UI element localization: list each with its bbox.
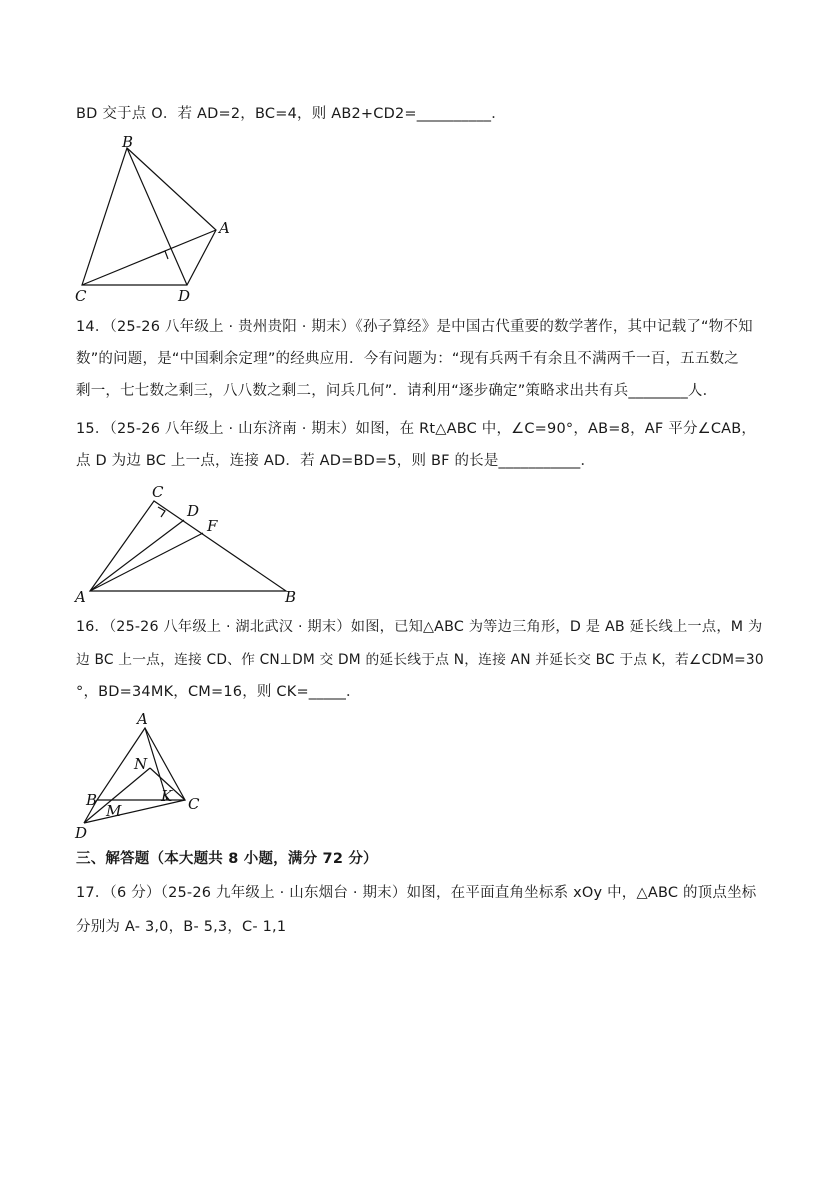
diagonal-ac — [82, 230, 216, 285]
label-b: B — [86, 791, 98, 809]
q15-line-1: 15．（25-26 八年级上 · 山东济南 · 期末）如图，在 Rt△ABC 中，∠C=90°，AB=8，AF 平分∠CAB， — [76, 421, 757, 437]
label-c: C — [152, 483, 164, 501]
figure-q13 — [70, 135, 240, 305]
q14-line-2: 数”的问题，是“中国剩余定理”的经典应用．今有问题为：“现有兵两千有余且不满两千一百，五五数之 — [76, 351, 739, 367]
segment-af — [90, 533, 203, 591]
q16-line-2: 边 BC 上一点，连接 CD、作 CN⊥DM 交 DM 的延长线于点 N，连接 AN 并延长交 BC 于点 K，若∠CDM=30 — [76, 652, 764, 668]
label-n: N — [134, 755, 148, 773]
label-b: B — [285, 588, 297, 606]
figure-q15 — [70, 480, 310, 605]
label-b: B — [122, 133, 134, 151]
q17-line-1: 17．（6 分）（25-26 九年级上 · 山东烟台 · 期末）如图，在平面直角坐标系 xOy 中，△ABC 的顶点坐标 — [76, 885, 757, 901]
label-a: A — [219, 219, 230, 237]
label-c: C — [75, 287, 87, 305]
segment-ad — [90, 520, 184, 591]
q16-line-1: 16．（25-26 八年级上 · 湖北武汉 · 期末）如图，已知△ABC 为等边三角形，D 是 AB 延长线上一点，M 为 — [76, 619, 763, 635]
q13-text: BD 交于点 O．若 AD=2，BC=4，则 AB2+CD2=__________． — [76, 106, 506, 122]
q17-line-2: 分别为 A- 3,0，B- 5,3，C- 1,1 — [76, 919, 287, 935]
label-a: A — [75, 588, 86, 606]
q14-line-1: 14．（25-26 八年级上 · 贵州贵阳 · 期末）《孙子算经》是中国古代重要的数学著作，其中记载了“物不知 — [76, 319, 753, 335]
quad-abcd — [82, 148, 216, 285]
right-angle-mark — [158, 251, 168, 259]
section-3-heading: 三、解答题（本大题共 8 小题，满分 72 分） — [76, 851, 378, 867]
label-d: D — [178, 287, 191, 305]
label-f: F — [207, 517, 218, 535]
label-k: K — [161, 787, 173, 805]
label-a: A — [137, 710, 148, 728]
q15-line-2: 点 D 为边 BC 上一点，连接 AD．若 AD=BD=5，则 BF 的长是___________． — [76, 453, 596, 469]
q14-line-3: 剩一，七七数之剩三，八八数之剩二，问兵几何”．请利用“逐步确定”策略求出共有兵________人． — [76, 383, 718, 399]
figure-q16 — [70, 708, 220, 843]
diagonal-bd — [127, 148, 187, 285]
label-d: D — [187, 502, 200, 520]
label-c: C — [188, 795, 200, 813]
label-m: M — [106, 802, 122, 820]
label-d: D — [75, 824, 88, 842]
q16-line-3: °，BD=34MK，CM=16，则 CK=_____． — [76, 684, 361, 700]
